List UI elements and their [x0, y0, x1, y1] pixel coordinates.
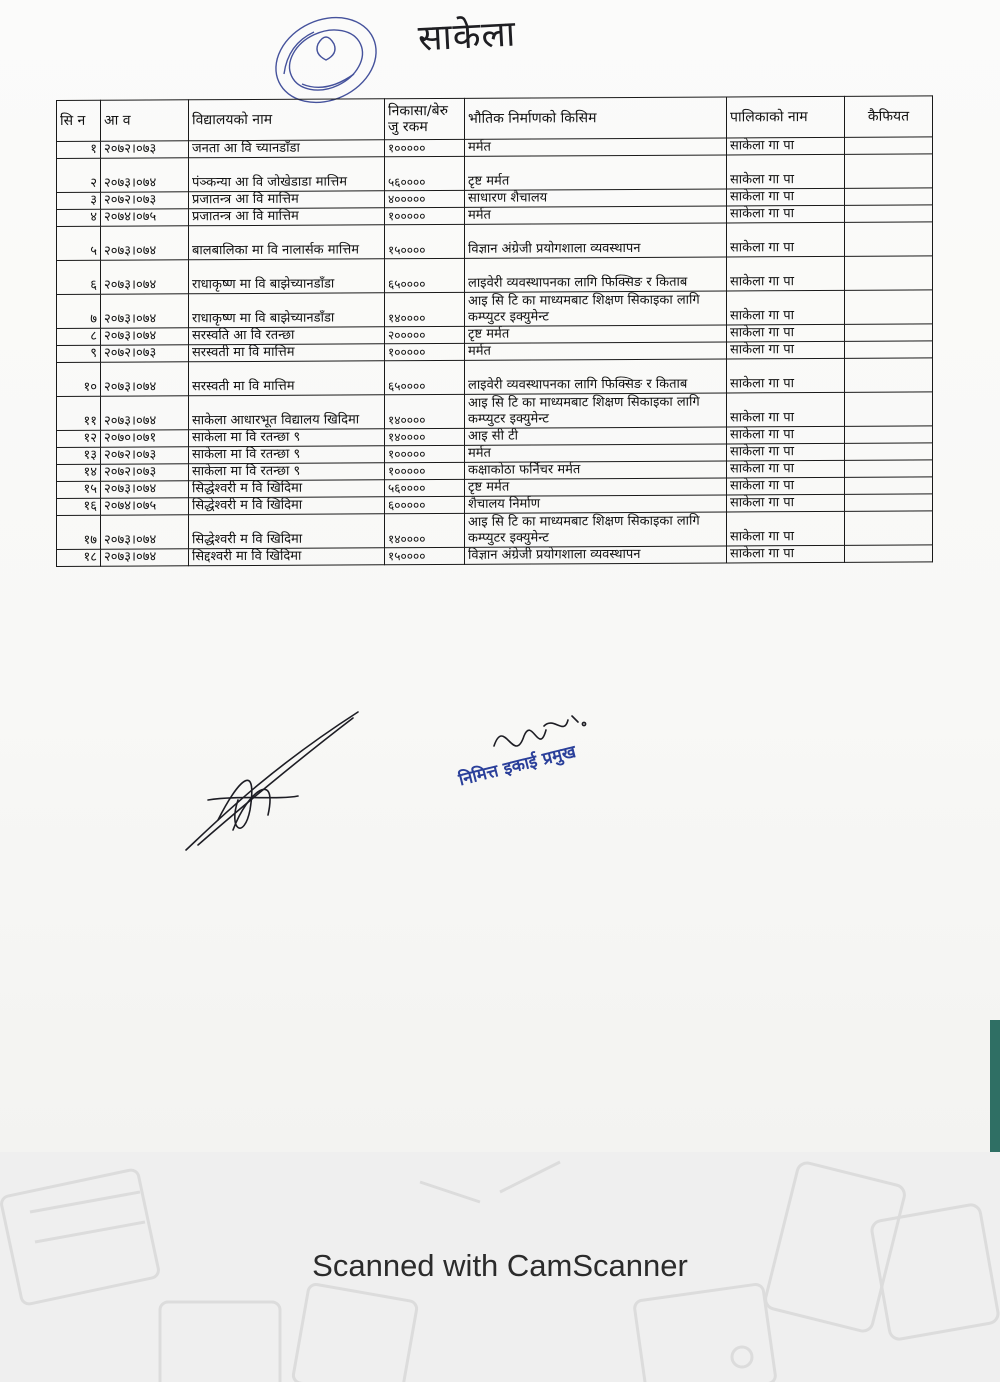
cell-year: २०७२।०७३: [101, 141, 189, 158]
cell-school: जनता आ वि च्यानडाँडा: [189, 140, 385, 158]
cell-school: प्रजातन्त्र आ वि मात्तिम: [189, 191, 385, 209]
cell-amount: १४००००: [385, 394, 465, 428]
budget-table: [56, 95, 933, 567]
cell-school: साकेला मा वि रतन्छा ९: [189, 446, 385, 464]
cell-school: सिद्दश्वरी मा वि खिदिमा: [189, 548, 385, 566]
col-header-sn: सि न: [57, 100, 101, 141]
cell-year: २०७३।०७४: [101, 328, 189, 345]
cell-amount: ६०००००: [385, 496, 465, 513]
cell-type: आइ सी टी: [465, 427, 727, 445]
cell-amount: १५००००: [385, 547, 465, 564]
cell-year: २०७३।०७४: [101, 396, 189, 430]
cell-sn: ४: [57, 209, 101, 226]
cell-amount: १४००००: [385, 428, 465, 445]
cell-palika: साकेला गा पा: [727, 545, 845, 563]
col-header-school: विद्यालयको नाम: [189, 99, 385, 141]
cell-palika: साकेला गा पा: [727, 290, 845, 325]
cell-year: २०७३।०७४: [101, 515, 189, 549]
cell-sn: ११: [57, 396, 101, 430]
cell-remarks: [845, 205, 933, 222]
cell-school: सरस्वति आ वि रतन्छा: [189, 327, 385, 345]
cell-palika: साकेला गा पा: [727, 511, 845, 546]
col-header-remarks: कैफियत: [845, 96, 933, 137]
cell-type: मर्मत: [465, 206, 727, 224]
cell-school: राधाकृष्ण मा वि बाझेच्यानडाँडा: [189, 259, 385, 294]
col-header-year: आ व: [101, 100, 189, 141]
cell-palika: साकेला गा पा: [727, 188, 845, 206]
cell-sn: २: [57, 158, 101, 192]
cell-amount: ६५००००: [385, 258, 465, 292]
cell-sn: १: [57, 141, 101, 158]
cell-remarks: [845, 341, 933, 358]
cell-type: मर्मत: [465, 342, 727, 360]
cell-remarks: [845, 188, 933, 205]
cell-sn: ९: [57, 345, 101, 362]
cell-sn: ८: [57, 328, 101, 345]
cell-sn: ६: [57, 260, 101, 294]
cell-type: आइ सि टि का माध्यमबाट शिक्षण सिकाइका लागि कम्प्युटर इक्युमेन्ट: [465, 512, 727, 547]
cell-year: २०७४।०७५: [101, 209, 189, 226]
cell-type: मर्मत: [465, 444, 727, 462]
cell-palika: साकेला गा पा: [727, 443, 845, 461]
cell-type: आइ सि टि का माध्यमबाट शिक्षण सिकाइका लागि कम्प्युटर इक्युमेन्ट: [465, 393, 727, 428]
cell-palika: साकेला गा पा: [727, 494, 845, 512]
cell-year: २०७३।०७४: [101, 481, 189, 498]
cell-amount: १४००००: [385, 513, 465, 547]
cell-year: २०७३।०७४: [101, 158, 189, 192]
cell-type: टृष्ट मर्मत: [465, 478, 727, 496]
cell-school: सिद्धेश्वरी म वि खिदिमा: [189, 514, 385, 549]
cell-remarks: [845, 443, 933, 460]
cell-school: साकेला आधारभूत विद्यालय खिदिमा: [189, 395, 385, 430]
cell-amount: १५००००: [385, 224, 465, 258]
cell-palika: साकेला गा पा: [727, 154, 845, 189]
cell-sn: १३: [57, 447, 101, 464]
cell-remarks: [845, 545, 933, 562]
cell-amount: ५६००००: [385, 156, 465, 190]
cell-school: साकेला मा वि रतन्छा ९: [189, 429, 385, 447]
cell-sn: १४: [57, 464, 101, 481]
handwritten-title: साकेला: [417, 13, 518, 60]
cell-palika: साकेला गा पा: [727, 358, 845, 393]
col-header-amount: निकासा/बेरु जु रकम: [385, 98, 465, 139]
table-row: [57, 222, 933, 261]
camscanner-label: Scanned with CamScanner: [312, 1248, 688, 1283]
cell-year: २०७२।०७३: [101, 192, 189, 209]
cell-amount: १०००००: [385, 207, 465, 224]
cell-amount: १०००००: [385, 445, 465, 462]
cell-type: टृष्ट मर्मत: [465, 155, 727, 190]
cell-sn: ७: [57, 294, 101, 328]
table-row: [57, 256, 933, 295]
cell-type: कक्षाकोठा फर्निचर मर्मत: [465, 461, 727, 479]
cell-remarks: [845, 324, 933, 341]
cell-sn: १०: [57, 362, 101, 396]
cell-school: साकेला मा वि रतन्छा ९: [189, 463, 385, 481]
cell-palika: साकेला गा पा: [727, 426, 845, 444]
cell-remarks: [845, 358, 933, 392]
cell-sn: ३: [57, 192, 101, 209]
cell-school: सरस्वती मा वि मात्तिम: [189, 344, 385, 362]
cell-remarks: [845, 256, 933, 290]
cell-remarks: [845, 137, 933, 154]
cell-year: २०७३।०७४: [101, 294, 189, 328]
cell-palika: साकेला गा पा: [727, 324, 845, 342]
table-body: [57, 137, 933, 567]
table-row: [57, 358, 933, 397]
cell-school: राधाकृष्ण मा वि बाझेच्यानडाँडा: [189, 293, 385, 328]
cell-remarks: [845, 154, 933, 188]
cell-type: लाइवेरी व्यवस्थापनका लागि फिक्सिङ र किताब: [465, 257, 727, 292]
cell-year: २०७२।०७३: [101, 464, 189, 481]
table-header-row: [57, 96, 933, 142]
cell-palika: साकेला गा पा: [727, 477, 845, 495]
cell-palika: साकेला गा पा: [727, 392, 845, 427]
cell-type: टृष्ट मर्मत: [465, 325, 727, 343]
cell-school: सरस्वती मा वि मात्तिम: [189, 361, 385, 396]
cell-school: प्रजातन्त्र आ वि मात्तिम: [189, 208, 385, 226]
cell-remarks: [845, 392, 933, 426]
cell-sn: १२: [57, 430, 101, 447]
cell-school: पंञ्कन्या आ वि जोखेडाडा मात्तिम: [189, 157, 385, 192]
table-row: [57, 154, 933, 193]
cell-year: २०७२।०७३: [101, 345, 189, 362]
cell-amount: १०००००: [385, 343, 465, 360]
cell-remarks: [845, 494, 933, 511]
cell-sn: १८: [57, 549, 101, 566]
cell-amount: ४०००००: [385, 190, 465, 207]
cell-remarks: [845, 460, 933, 477]
cell-year: २०७२।०७३: [101, 447, 189, 464]
col-header-palika: पालिकाको नाम: [727, 96, 845, 138]
designation-stamp: निमित्त इकाई प्रमुख: [456, 741, 578, 791]
cell-remarks: [845, 477, 933, 494]
cell-amount: १०००००: [385, 462, 465, 479]
col-header-type: भौतिक निर्माणको किसिम: [465, 97, 727, 139]
cell-type: शैचालय निर्माण: [465, 495, 727, 513]
cell-sn: १५: [57, 481, 101, 498]
cell-amount: १४००००: [385, 292, 465, 326]
cell-palika: साकेला गा पा: [727, 205, 845, 223]
cell-palika: साकेला गा पा: [727, 256, 845, 291]
cell-year: २०७३।०७४: [101, 549, 189, 566]
page-edge-shadow: [990, 1020, 1000, 1152]
cell-school: सिद्धेश्वरी म वि खिदिमा: [189, 497, 385, 515]
table-row: [57, 511, 933, 550]
cell-year: २०७३।०७४: [101, 362, 189, 396]
cell-remarks: [845, 426, 933, 443]
cell-remarks: [845, 222, 933, 256]
cell-sn: १६: [57, 498, 101, 515]
cell-type: मर्मत: [465, 138, 727, 156]
cell-sn: १७: [57, 515, 101, 549]
cell-year: २०७३।०७४: [101, 260, 189, 294]
cell-sn: ५: [57, 226, 101, 260]
cell-palika: साकेला गा पा: [727, 137, 845, 155]
cell-remarks: [845, 511, 933, 545]
table-row: [57, 392, 933, 431]
cell-type: विज्ञान अंग्रेजी प्रयोगशाला व्यवस्थापन: [465, 546, 727, 564]
cell-palika: साकेला गा पा: [727, 222, 845, 257]
cell-year: २०७४।०७५: [101, 498, 189, 515]
cell-school: सिद्धेश्वरी म वि खिदिमा: [189, 480, 385, 498]
cell-type: लाइवेरी व्यवस्थापनका लागि फिक्सिङ र किताब: [465, 359, 727, 394]
table-row: [57, 290, 933, 329]
cell-palika: साकेला गा पा: [727, 460, 845, 478]
cell-year: २०७३।०७४: [101, 226, 189, 260]
cell-amount: २०००००: [385, 326, 465, 343]
cell-year: २०७०।०७१: [101, 430, 189, 447]
cell-amount: ६५००००: [385, 360, 465, 394]
cell-amount: ५६००००: [385, 479, 465, 496]
cell-type: साधारण शैचालय: [465, 189, 727, 207]
cell-amount: १०००००: [385, 139, 465, 156]
signature-left: [178, 700, 378, 860]
cell-palika: साकेला गा पा: [727, 341, 845, 359]
cell-type: आइ सि टि का माध्यमबाट शिक्षण सिकाइका लागि कम्प्युटर इक्युमेन्ट: [465, 291, 727, 326]
cell-school: बालबालिका मा वि नालार्सक मात्तिम: [189, 225, 385, 260]
cell-type: विज्ञान अंग्रेजी प्रयोगशाला व्यवस्थापन: [465, 223, 727, 258]
cell-remarks: [845, 290, 933, 324]
